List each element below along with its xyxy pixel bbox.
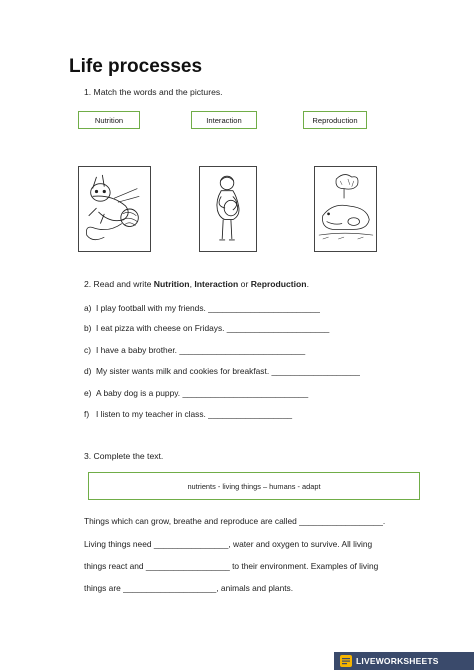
page-title: Life processes	[69, 56, 203, 77]
item-text: My sister wants milk and cookies for breakfast. ___________________	[96, 366, 360, 376]
item-text: I have a baby brother. ___________________________	[96, 345, 306, 355]
item-letter: f)	[84, 409, 90, 419]
question-3-heading: 3. Complete the text.	[84, 451, 164, 461]
item-letter: e)	[84, 388, 92, 398]
liveworksheets-logo-icon	[340, 655, 352, 667]
heading-keyword: Interaction	[194, 279, 239, 289]
word-box-reproduction[interactable]	[303, 111, 367, 129]
question-item-e[interactable]	[84, 388, 308, 398]
word-label: Nutrition	[94, 115, 124, 125]
picture-animals[interactable]	[314, 166, 377, 252]
animal-family-icon	[315, 167, 376, 251]
heading-text: ,	[189, 279, 195, 289]
heading-keyword: Nutrition	[153, 279, 190, 289]
item-letter: a)	[84, 303, 92, 313]
item-text: I eat pizza with cheese on Fridays. ______________________	[96, 323, 330, 333]
question-item-c[interactable]	[84, 345, 305, 355]
item-text: I play football with my friends. ________________________	[96, 303, 320, 313]
word-bank	[88, 472, 420, 500]
word-label: Interaction	[206, 115, 242, 125]
picture-pregnant-woman[interactable]	[199, 166, 257, 252]
question-1-heading: 1. Match the words and the pictures.	[84, 87, 223, 97]
text-line-4[interactable]: things are ____________________, animals and plants.	[84, 583, 294, 593]
question-item-d[interactable]	[84, 366, 360, 376]
word-bank-text: nutrients - living things – humans - adapt	[187, 481, 321, 491]
heading-text: or	[238, 279, 251, 289]
item-letter: d)	[84, 366, 92, 376]
pregnant-woman-icon	[200, 167, 256, 251]
text-line-3[interactable]: things react and __________________ to their environment. Examples of living	[84, 561, 379, 571]
heading-text: .	[306, 279, 309, 289]
question-item-a[interactable]	[84, 303, 320, 313]
footer-brand: LIVEWORKSHEETS	[356, 656, 439, 666]
text-line-2[interactable]: Living things need ________________, water and oxygen to survive. All living	[84, 539, 373, 549]
heading-keyword: Reproduction	[250, 279, 307, 289]
question-item-b[interactable]	[84, 323, 329, 333]
word-label: Reproduction	[312, 115, 358, 125]
word-box-nutrition[interactable]	[78, 111, 140, 129]
heading-text: 2. Read and write	[84, 279, 154, 289]
picture-kitten[interactable]	[78, 166, 151, 252]
kitten-yarn-icon	[79, 167, 150, 251]
item-text: A baby dog is a puppy. ___________________________	[96, 388, 309, 398]
question-2-heading	[84, 279, 309, 289]
text-line-1[interactable]: Things which can grow, breathe and reproduce are called __________________.	[84, 516, 386, 526]
item-text: I listen to my teacher in class. __________________	[96, 409, 293, 419]
word-box-interaction[interactable]	[191, 111, 257, 129]
item-letter: b)	[84, 323, 92, 333]
liveworksheets-footer[interactable]	[334, 652, 474, 670]
item-letter: c)	[84, 345, 91, 355]
question-item-f[interactable]	[84, 409, 292, 419]
